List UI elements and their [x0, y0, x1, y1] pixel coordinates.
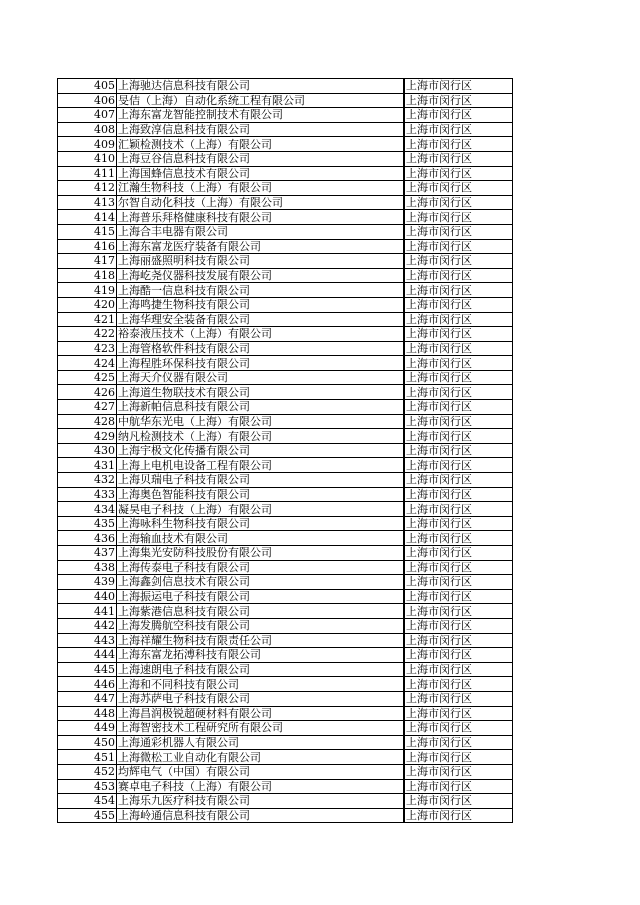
table-row	[58, 312, 513, 327]
row-number: 451	[58, 750, 117, 765]
row-number: 436	[58, 531, 117, 546]
table-row	[58, 662, 513, 677]
table-row	[58, 283, 513, 298]
row-number: 448	[58, 706, 117, 721]
row-number: 450	[58, 735, 117, 750]
row-number: 422	[58, 327, 117, 342]
district: 上海市闵行区	[405, 108, 513, 123]
district: 上海市闵行区	[405, 764, 513, 779]
district: 上海市闵行区	[405, 560, 513, 575]
row-number: 441	[58, 604, 117, 619]
company-name: 上海屹尧仪器科技发展有限公司	[117, 268, 404, 283]
row-number: 447	[58, 691, 117, 706]
table-row	[58, 706, 513, 721]
row-number: 430	[58, 443, 117, 458]
district: 上海市闵行区	[405, 794, 513, 809]
table-row	[58, 473, 513, 488]
row-number: 431	[58, 458, 117, 473]
table-row	[58, 516, 513, 531]
company-name: 上海程胜环保科技有限公司	[117, 356, 404, 371]
district: 上海市闵行区	[405, 370, 513, 385]
row-number: 421	[58, 312, 117, 327]
row-number: 444	[58, 648, 117, 663]
table-row	[58, 443, 513, 458]
row-number: 433	[58, 487, 117, 502]
district: 上海市闵行区	[405, 473, 513, 488]
district: 上海市闵行区	[405, 122, 513, 137]
district: 上海市闵行区	[405, 502, 513, 517]
table-row	[58, 108, 513, 123]
table-row	[58, 531, 513, 546]
row-number: 418	[58, 268, 117, 283]
company-list-table	[57, 78, 513, 823]
company-name: 上海速朗电子科技有限公司	[117, 662, 404, 677]
district: 上海市闵行区	[405, 297, 513, 312]
district: 上海市闵行区	[405, 79, 513, 94]
district: 上海市闵行区	[405, 662, 513, 677]
table-body	[58, 79, 513, 823]
company-name: 上海宇极文化传播有限公司	[117, 443, 404, 458]
district: 上海市闵行区	[405, 151, 513, 166]
table-row	[58, 268, 513, 283]
district: 上海市闵行区	[405, 633, 513, 648]
row-number: 442	[58, 618, 117, 633]
district: 上海市闵行区	[405, 735, 513, 750]
row-number: 420	[58, 297, 117, 312]
row-number: 438	[58, 560, 117, 575]
row-number: 437	[58, 546, 117, 561]
company-name: 上海传泰电子科技有限公司	[117, 560, 404, 575]
row-number: 428	[58, 414, 117, 429]
district: 上海市闵行区	[405, 677, 513, 692]
district: 上海市闵行区	[405, 487, 513, 502]
company-name: 江瀚生物科技（上海）有限公司	[117, 181, 404, 196]
table-row	[58, 677, 513, 692]
table-row	[58, 341, 513, 356]
company-name: 上海发腾航空科技有限公司	[117, 618, 404, 633]
district: 上海市闵行区	[405, 750, 513, 765]
row-number: 453	[58, 779, 117, 794]
district: 上海市闵行区	[405, 546, 513, 561]
company-name: 上海智密技术工程研究所有限公司	[117, 721, 404, 736]
company-name: 上海通彩机器人有限公司	[117, 735, 404, 750]
table-row	[58, 779, 513, 794]
district: 上海市闵行区	[405, 93, 513, 108]
company-name: 上海东富龙医疗装备有限公司	[117, 239, 404, 254]
district: 上海市闵行区	[405, 356, 513, 371]
company-name: 赛卓电子科技（上海）有限公司	[117, 779, 404, 794]
table-row	[58, 604, 513, 619]
row-number: 452	[58, 764, 117, 779]
district: 上海市闵行区	[405, 414, 513, 429]
company-name: 裕泰液压技术（上海）有限公司	[117, 327, 404, 342]
table-row	[58, 502, 513, 517]
table-row	[58, 808, 513, 823]
row-number: 439	[58, 575, 117, 590]
table-row	[58, 137, 513, 152]
company-name: 尔智自动化科技（上海）有限公司	[117, 195, 404, 210]
company-name: 汇颖检测技术（上海）有限公司	[117, 137, 404, 152]
district: 上海市闵行区	[405, 531, 513, 546]
row-number: 406	[58, 93, 117, 108]
company-name: 上海华理安全装备有限公司	[117, 312, 404, 327]
company-name: 旻佶（上海）自动化系统工程有限公司	[117, 93, 404, 108]
company-name: 上海乐九医疗科技有限公司	[117, 794, 404, 809]
district: 上海市闵行区	[405, 691, 513, 706]
district: 上海市闵行区	[405, 400, 513, 415]
table-row	[58, 239, 513, 254]
row-number: 414	[58, 210, 117, 225]
row-number: 440	[58, 589, 117, 604]
table-row	[58, 618, 513, 633]
company-name: 上海和不同科技有限公司	[117, 677, 404, 692]
row-number: 445	[58, 662, 117, 677]
row-number: 419	[58, 283, 117, 298]
table-row	[58, 224, 513, 239]
district: 上海市闵行区	[405, 181, 513, 196]
company-name: 上海丽盛照明科技有限公司	[117, 254, 404, 269]
company-name: 上海微松工业自动化有限公司	[117, 750, 404, 765]
district: 上海市闵行区	[405, 516, 513, 531]
table-row	[58, 151, 513, 166]
company-name: 上海集光安防科技股份有限公司	[117, 546, 404, 561]
row-number: 423	[58, 341, 117, 356]
table-row	[58, 546, 513, 561]
row-number: 434	[58, 502, 117, 517]
company-name: 上海奥色智能科技有限公司	[117, 487, 404, 502]
company-name: 上海东富龙拓溥科技有限公司	[117, 648, 404, 663]
company-name: 纳凡检测技术（上海）有限公司	[117, 429, 404, 444]
row-number: 411	[58, 166, 117, 181]
table-row	[58, 721, 513, 736]
row-number: 432	[58, 473, 117, 488]
company-name: 上海普乐拜格健康科技有限公司	[117, 210, 404, 225]
company-name: 上海致淳信息科技有限公司	[117, 122, 404, 137]
district: 上海市闵行区	[405, 779, 513, 794]
table-row	[58, 458, 513, 473]
table-row	[58, 370, 513, 385]
company-name: 上海管格软件科技有限公司	[117, 341, 404, 356]
row-number: 425	[58, 370, 117, 385]
row-number: 409	[58, 137, 117, 152]
company-name: 上海鑫剑信息技术有限公司	[117, 575, 404, 590]
row-number: 408	[58, 122, 117, 137]
table-row	[58, 210, 513, 225]
company-name: 上海国蜂信息技术有限公司	[117, 166, 404, 181]
row-number: 413	[58, 195, 117, 210]
company-name: 中航华东光电（上海）有限公司	[117, 414, 404, 429]
company-name: 上海鸣捷生物科技有限公司	[117, 297, 404, 312]
district: 上海市闵行区	[405, 224, 513, 239]
table-row	[58, 589, 513, 604]
district: 上海市闵行区	[405, 283, 513, 298]
table-row	[58, 166, 513, 181]
company-name: 上海苏萨电子科技有限公司	[117, 691, 404, 706]
company-name: 上海天介仪器有限公司	[117, 370, 404, 385]
table-row	[58, 400, 513, 415]
row-number: 410	[58, 151, 117, 166]
row-number: 455	[58, 808, 117, 823]
table-row	[58, 633, 513, 648]
company-name: 上海豆谷信息科技有限公司	[117, 151, 404, 166]
district: 上海市闵行区	[405, 341, 513, 356]
row-number: 424	[58, 356, 117, 371]
table-row	[58, 750, 513, 765]
district: 上海市闵行区	[405, 458, 513, 473]
row-number: 443	[58, 633, 117, 648]
company-name: 上海新帕信息科技有限公司	[117, 400, 404, 415]
table-row	[58, 735, 513, 750]
row-number: 417	[58, 254, 117, 269]
company-name: 上海贝瑞电子科技有限公司	[117, 473, 404, 488]
district: 上海市闵行区	[405, 589, 513, 604]
row-number: 426	[58, 385, 117, 400]
row-number: 405	[58, 79, 117, 94]
table-row	[58, 429, 513, 444]
company-name: 上海昌润极锐超硬材料有限公司	[117, 706, 404, 721]
company-name: 上海输血技术有限公司	[117, 531, 404, 546]
row-number: 427	[58, 400, 117, 415]
row-number: 415	[58, 224, 117, 239]
row-number: 435	[58, 516, 117, 531]
district: 上海市闵行区	[405, 137, 513, 152]
table-row	[58, 648, 513, 663]
row-number: 412	[58, 181, 117, 196]
table-row	[58, 385, 513, 400]
company-name: 上海岭通信息科技有限公司	[117, 808, 404, 823]
table-row	[58, 79, 513, 94]
company-name: 上海酷一信息科技有限公司	[117, 283, 404, 298]
table-row	[58, 297, 513, 312]
district: 上海市闵行区	[405, 706, 513, 721]
company-name: 上海合丰电器有限公司	[117, 224, 404, 239]
company-name: 上海紫港信息科技有限公司	[117, 604, 404, 619]
company-name: 上海祥耀生物科技有限责任公司	[117, 633, 404, 648]
district: 上海市闵行区	[405, 385, 513, 400]
company-name: 上海咏科生物科技有限公司	[117, 516, 404, 531]
company-name: 均辉电气（中国）有限公司	[117, 764, 404, 779]
district: 上海市闵行区	[405, 604, 513, 619]
district: 上海市闵行区	[405, 721, 513, 736]
company-name: 上海道生物联技术有限公司	[117, 385, 404, 400]
district: 上海市闵行区	[405, 808, 513, 823]
company-name: 上海东富龙智能控制技术有限公司	[117, 108, 404, 123]
district: 上海市闵行区	[405, 575, 513, 590]
table-row	[58, 764, 513, 779]
row-number: 407	[58, 108, 117, 123]
district: 上海市闵行区	[405, 443, 513, 458]
district: 上海市闵行区	[405, 254, 513, 269]
district: 上海市闵行区	[405, 210, 513, 225]
district: 上海市闵行区	[405, 618, 513, 633]
row-number: 449	[58, 721, 117, 736]
table-row	[58, 122, 513, 137]
table-row	[58, 327, 513, 342]
district: 上海市闵行区	[405, 429, 513, 444]
table-row	[58, 195, 513, 210]
table-row	[58, 575, 513, 590]
table-row	[58, 487, 513, 502]
table-row	[58, 794, 513, 809]
district: 上海市闵行区	[405, 166, 513, 181]
table-row	[58, 93, 513, 108]
company-name: 上海振运电子科技有限公司	[117, 589, 404, 604]
row-number: 429	[58, 429, 117, 444]
district: 上海市闵行区	[405, 312, 513, 327]
table-row	[58, 181, 513, 196]
district: 上海市闵行区	[405, 327, 513, 342]
district: 上海市闵行区	[405, 239, 513, 254]
table-row	[58, 691, 513, 706]
row-number: 454	[58, 794, 117, 809]
company-name: 上海驰达信息科技有限公司	[117, 79, 404, 94]
row-number: 416	[58, 239, 117, 254]
company-name: 凝昊电子科技（上海）有限公司	[117, 502, 404, 517]
district: 上海市闵行区	[405, 268, 513, 283]
table-row	[58, 414, 513, 429]
row-number: 446	[58, 677, 117, 692]
table-row	[58, 356, 513, 371]
table-row	[58, 560, 513, 575]
district: 上海市闵行区	[405, 195, 513, 210]
company-name: 上海上电机电设备工程有限公司	[117, 458, 404, 473]
district: 上海市闵行区	[405, 648, 513, 663]
table-row	[58, 254, 513, 269]
